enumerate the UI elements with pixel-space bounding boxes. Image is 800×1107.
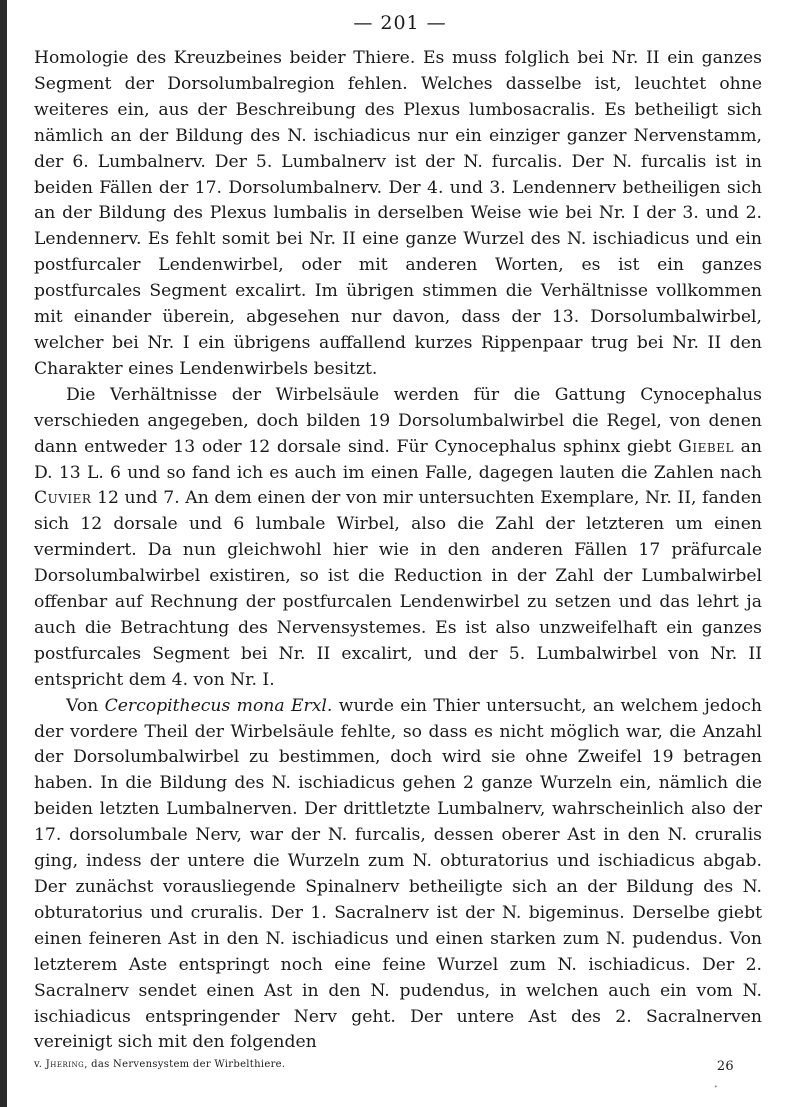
page-number: — 201 — xyxy=(353,12,447,34)
body-text xyxy=(34,46,762,1056)
sheet-number: 26 xyxy=(716,1059,734,1074)
book-spine-edge xyxy=(0,0,7,1107)
author-cuvier: Cuvier xyxy=(34,488,92,509)
footer-signature xyxy=(34,1059,285,1074)
species-name: Cercopithecus mona Erxl. xyxy=(104,695,333,716)
paragraph-1 xyxy=(34,46,762,383)
p2-text-c: 12 und 7. An dem einen der von mir untersuchten Exemplare, Nr. II, fanden sich 12 dorsale und 6 lumbale Wirbel, also die Zahl der letzteren um einen vermindert. Da nun gleichwohl hier wie in den anderen Fällen 17 präfurcale Dorsolumbalwirbel existiren, so ist die Reduction in der Zahl der Lumbalwirbel offenbar auf Rechnung der postfurcalen Lendenwirbel zu setzen und das lehrt ja auch die Betrachtung des Nervensystemes. Es ist also unzweifelhaft ein ganzes postfurcales Segment bei Nr. II excalirt, und der 5. Lumbalwirbel von Nr. II entspricht dem 4. von Nr. I. xyxy=(34,488,762,690)
footer-author-prefix: v. xyxy=(34,1059,46,1070)
p3-text-b: wurde ein Thier untersucht, an welchem jedoch der vordere Theil der Wirbelsäule fehlte, so dass es nicht möglich war, die Anzahl der Dorsolumbalwirbel zu bestimmen, doch wird sie ohne Zweifel 19 betragen haben. In die Bildung des N. ischiadicus gehen 2 ganze Wurzeln ein, nämlich die beiden letzten Lumbalnerven. Der drittletzte Lumbalnerv, wahrscheinlich also der 17. dorsolumbale Nerv, war der N. furcalis, dessen oberer Ast in den N. cruralis ging, indess der untere die Wurzeln zum N. obturatorius und ischiadicus abgab. Der zunächst vorausliegende Spinalnerv betheiligte sich an der Bildung des N. obturatorius und cruralis. Der 1. Sacralnerv ist der N. bigeminus. Derselbe giebt einen feineren Ast in den N. ischiadicus und einen starken zum N. pudendus. Von letzterem Aste entspringt noch eine feine Wurzel zum N. ischiadicus. Der 2. Sacralnerv sendet einen Ast in den N. pudendus, in welchen auch ein vom N. ischiadicus entspringender Nerv geht. Der untere Ast des 2. Sacralnerven vereinigt sich mit den folgenden xyxy=(34,695,762,1053)
p2-text-b: an D. 13 L. 6 und so fand ich es auch im einen Falle, dagegen lauten die Zahlen nach xyxy=(34,436,762,483)
paragraph-2 xyxy=(34,383,762,694)
p2-text-a: Die Verhältnisse der Wirbelsäule werden für die Gattung Cynocephalus verschieden angegeben, doch bilden 19 Dorsolumbalwirbel die Regel, von denen dann entweder 13 oder 12 dorsale sind. Für Cynocephalus sphinx giebt xyxy=(34,384,762,457)
paragraph-3 xyxy=(34,694,762,1057)
paper-speck: • xyxy=(714,1084,718,1091)
author-giebel: Giebel xyxy=(678,436,734,457)
footer xyxy=(34,1059,734,1074)
p1-text: Homologie des Kreuzbeines beider Thiere. Es muss folglich bei Nr. II ein ganzes Segment der Dorsolumbalregion fehlen. Welches dasselbe ist, leuchtet ohne weiteres ein, aus der Beschreibung des Plexus lumbosacralis. Es betheiligt sich nämlich an der Bildung des N. ischiadicus nur ein einziger ganzer Nervenstamm, der 6. Lumbalnerv. Der 5. Lumbalnerv ist der N. furcalis. Der N. furcalis ist in beiden Fällen der 17. Dorsolumbalnerv. Der 4. und 3. Lendennerv betheiligen sich an der Bildung des Plexus lumbalis in derselben Weise wie bei Nr. I der 3. und 2. Lendennerv. Es fehlt somit bei Nr. II eine ganze Wurzel des N. ischiadicus und ein postfurcaler Lendenwirbel, oder mit anderen Worten, es ist ein ganzes postfurcales Segment excalirt. Im übrigen stimmen die Verhältnisse vollkommen mit einander überein, abgesehen nur davon, dass der 13. Dorsolumbalwirbel, welcher bei Nr. I ein übrigens auffallend kurzes Rippenpaar trug bei Nr. II den Charakter eines Lendenwirbels besitzt. xyxy=(34,48,762,379)
footer-title: , das Nervensystem der Wirbelthiere. xyxy=(84,1059,286,1070)
footer-author: Jhering xyxy=(45,1059,85,1070)
p3-text-a: Von xyxy=(66,695,105,716)
